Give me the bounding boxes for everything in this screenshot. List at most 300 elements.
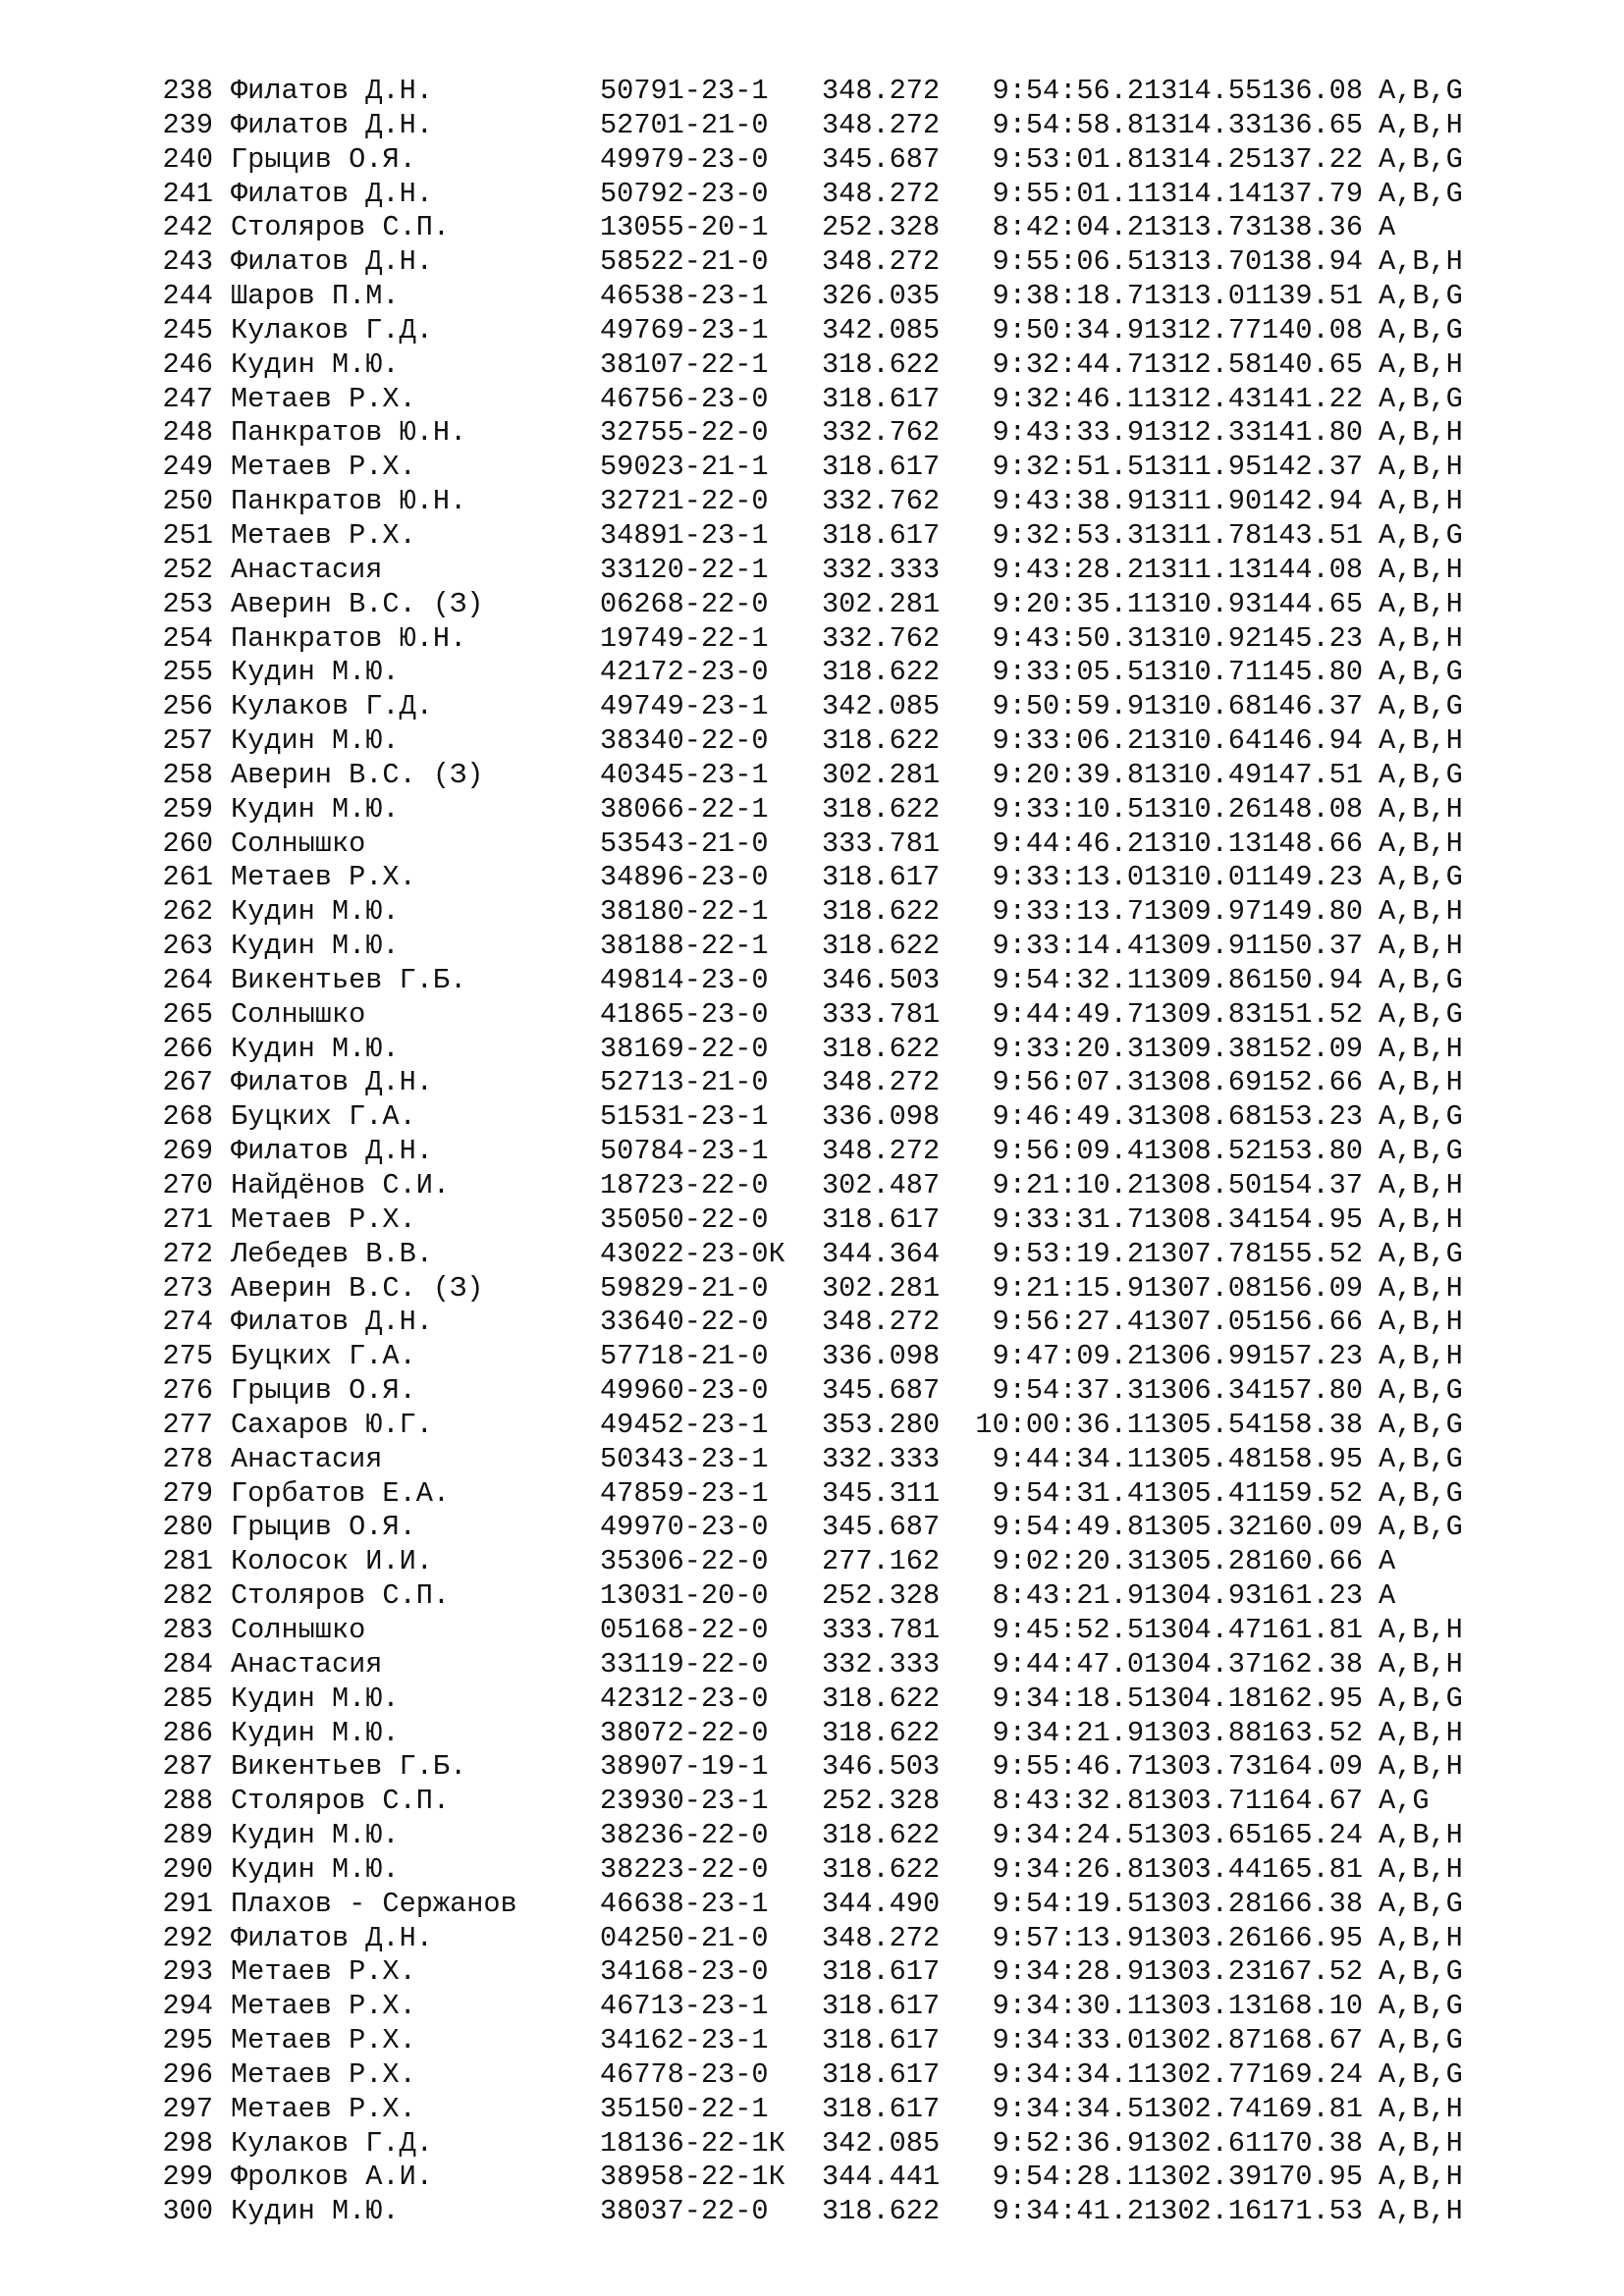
- speed-cell: 1307.78: [1144, 1237, 1263, 1270]
- distance-cell: 345.687: [822, 142, 941, 176]
- groups-cell: A,B,G: [1379, 177, 1463, 210]
- groups-cell: A,B,G: [1379, 656, 1463, 689]
- coefficient-cell: 152.66: [1262, 1066, 1363, 1099]
- ring-number-cell: 34896-23-0: [600, 861, 769, 894]
- arrival-time-cell: 9:34:41.2: [992, 2195, 1144, 2228]
- place-cell: 246: [162, 347, 213, 381]
- groups-cell: A,B,G: [1379, 690, 1463, 723]
- arrival-time-cell: 9:50:34.9: [992, 313, 1144, 347]
- groups-cell: A,B,G: [1379, 1374, 1463, 1408]
- table-row: [145, 75, 1559, 109]
- distance-cell: 342.085: [822, 2126, 941, 2160]
- table-row: [145, 1135, 1559, 1169]
- table-row: [145, 930, 1559, 964]
- arrival-time-cell: 9:34:34.1: [992, 2057, 1144, 2091]
- table-row: [145, 1922, 1559, 1956]
- groups-cell: A,B,H: [1379, 1066, 1463, 1099]
- coefficient-cell: 136.08: [1262, 75, 1363, 107]
- coefficient-cell: 162.38: [1262, 1647, 1363, 1681]
- distance-cell: 302.487: [822, 1169, 941, 1201]
- groups-cell: A,B,H: [1379, 930, 1463, 963]
- groups-cell: A,B,H: [1379, 2161, 1463, 2194]
- ring-number-cell: 49769-23-1: [600, 313, 769, 347]
- coefficient-cell: 149.23: [1262, 861, 1363, 894]
- place-cell: 263: [162, 930, 213, 963]
- distance-cell: 342.085: [822, 313, 941, 347]
- groups-cell: A,B,G: [1379, 963, 1463, 996]
- speed-cell: 1307.08: [1144, 1271, 1263, 1305]
- place-cell: 291: [162, 1887, 213, 1920]
- groups-cell: A: [1379, 1545, 1396, 1578]
- table-row: [145, 1579, 1559, 1614]
- speed-cell: 1304.47: [1144, 1613, 1263, 1646]
- ring-number-cell: 50792-23-0: [600, 177, 769, 210]
- coefficient-cell: 148.66: [1262, 827, 1363, 860]
- groups-cell: A,B,G: [1379, 1955, 1463, 1989]
- fancier-name-cell: Филатов Д.Н.: [231, 1921, 433, 1954]
- speed-cell: 1312.77: [1144, 313, 1263, 347]
- arrival-time-cell: 9:46:49.3: [992, 1100, 1144, 1134]
- ring-number-cell: 46713-23-1: [600, 1990, 769, 2023]
- place-cell: 284: [162, 1647, 213, 1681]
- place-cell: 278: [162, 1442, 213, 1475]
- distance-cell: 318.617: [822, 518, 941, 552]
- arrival-time-cell: 9:54:58.8: [992, 108, 1144, 141]
- speed-cell: 1308.50: [1144, 1169, 1263, 1201]
- place-cell: 289: [162, 1819, 213, 1852]
- speed-cell: 1314.14: [1144, 177, 1263, 210]
- fancier-name-cell: Метаев Р.Х.: [231, 2057, 416, 2091]
- speed-cell: 1314.55: [1144, 75, 1263, 107]
- groups-cell: A,B,H: [1379, 792, 1463, 826]
- place-cell: 277: [162, 1408, 213, 1441]
- arrival-time-cell: 9:33:05.5: [992, 656, 1144, 689]
- coefficient-cell: 160.66: [1262, 1545, 1363, 1578]
- table-row: [145, 656, 1559, 690]
- coefficient-cell: 156.09: [1262, 1271, 1363, 1305]
- fancier-name-cell: Филатов Д.Н.: [231, 75, 433, 107]
- place-cell: 253: [162, 587, 213, 620]
- distance-cell: 302.281: [822, 587, 941, 620]
- distance-cell: 318.622: [822, 1682, 941, 1715]
- arrival-time-cell: 9:56:09.4: [992, 1135, 1144, 1168]
- coefficient-cell: 168.67: [1262, 2024, 1363, 2057]
- distance-cell: 318.622: [822, 2195, 941, 2228]
- place-cell: 266: [162, 1032, 213, 1065]
- coefficient-cell: 153.80: [1262, 1135, 1363, 1168]
- place-cell: 268: [162, 1100, 213, 1134]
- distance-cell: 344.490: [822, 1887, 941, 1920]
- arrival-time-cell: 9:54:49.8: [992, 1511, 1144, 1544]
- table-row: [145, 1717, 1559, 1751]
- fancier-name-cell: Метаев Р.Х.: [231, 1955, 416, 1989]
- coefficient-cell: 138.94: [1262, 245, 1363, 279]
- arrival-time-cell: 9:57:13.9: [992, 1921, 1144, 1954]
- place-cell: 250: [162, 485, 213, 518]
- place-cell: 288: [162, 1785, 213, 1818]
- arrival-time-cell: 9:43:28.2: [992, 553, 1144, 586]
- fancier-name-cell: Столяров С.П.: [231, 1579, 451, 1613]
- distance-cell: 318.617: [822, 2092, 941, 2125]
- speed-cell: 1302.16: [1144, 2195, 1263, 2228]
- coefficient-cell: 168.10: [1262, 1990, 1363, 2023]
- groups-cell: A,B,H: [1379, 1271, 1463, 1305]
- distance-cell: 318.622: [822, 895, 941, 929]
- distance-cell: 353.280: [822, 1408, 941, 1441]
- arrival-time-cell: 9:44:46.2: [992, 827, 1144, 860]
- ring-number-cell: 38066-22-1: [600, 792, 769, 826]
- fancier-name-cell: Филатов Д.Н.: [231, 1306, 433, 1339]
- fancier-name-cell: Метаев Р.Х.: [231, 2024, 416, 2057]
- speed-cell: 1312.43: [1144, 382, 1263, 415]
- speed-cell: 1306.34: [1144, 1374, 1263, 1408]
- fancier-name-cell: Викентьев Г.Б.: [231, 963, 467, 996]
- distance-cell: 318.622: [822, 1032, 941, 1065]
- coefficient-cell: 154.37: [1262, 1169, 1363, 1201]
- place-cell: 249: [162, 451, 213, 484]
- arrival-time-cell: 9:32:53.3: [992, 518, 1144, 552]
- groups-cell: A,B,H: [1379, 347, 1463, 381]
- distance-cell: 318.622: [822, 792, 941, 826]
- distance-cell: 332.762: [822, 485, 941, 518]
- fancier-name-cell: Филатов Д.Н.: [231, 245, 433, 279]
- place-cell: 296: [162, 2057, 213, 2091]
- speed-cell: 1308.69: [1144, 1066, 1263, 1099]
- ring-number-cell: 34162-23-1: [600, 2024, 769, 2057]
- ring-number-cell: 49960-23-0: [600, 1374, 769, 1408]
- speed-cell: 1308.68: [1144, 1100, 1263, 1134]
- coefficient-cell: 166.95: [1262, 1921, 1363, 1954]
- speed-cell: 1311.78: [1144, 518, 1263, 552]
- groups-cell: A,B,H: [1379, 587, 1463, 620]
- fancier-name-cell: Анастасия: [231, 1647, 383, 1681]
- place-cell: 270: [162, 1169, 213, 1201]
- coefficient-cell: 139.51: [1262, 280, 1363, 313]
- place-cell: 279: [162, 1476, 213, 1510]
- coefficient-cell: 158.95: [1262, 1442, 1363, 1475]
- place-cell: 251: [162, 518, 213, 552]
- ring-number-cell: 50343-23-1: [600, 1442, 769, 1475]
- place-cell: 299: [162, 2161, 213, 2194]
- arrival-time-cell: 9:21:10.2: [992, 1169, 1144, 1201]
- ring-number-cell: 34891-23-1: [600, 518, 769, 552]
- place-cell: 275: [162, 1340, 213, 1373]
- distance-cell: 318.617: [822, 1990, 941, 2023]
- place-cell: 259: [162, 792, 213, 826]
- coefficient-cell: 143.51: [1262, 518, 1363, 552]
- fancier-name-cell: Найдёнов С.И.: [231, 1169, 451, 1201]
- distance-cell: 344.364: [822, 1237, 941, 1270]
- ring-number-cell: 33120-22-1: [600, 553, 769, 586]
- table-row: [145, 109, 1559, 143]
- speed-cell: 1310.26: [1144, 792, 1263, 826]
- distance-cell: 318.617: [822, 861, 941, 894]
- arrival-time-cell: 9:44:34.1: [992, 1442, 1144, 1475]
- fancier-name-cell: Кудин М.Ю.: [231, 347, 400, 381]
- table-row: [145, 895, 1559, 930]
- arrival-time-cell: 9:34:33.0: [992, 2024, 1144, 2057]
- fancier-name-cell: Кудин М.Ю.: [231, 2195, 400, 2228]
- table-row: [145, 998, 1559, 1033]
- fancier-name-cell: Филатов Д.Н.: [231, 1135, 433, 1168]
- distance-cell: 348.272: [822, 1066, 941, 1099]
- table-row: [145, 793, 1559, 828]
- place-cell: 248: [162, 416, 213, 450]
- arrival-time-cell: 9:34:34.5: [992, 2092, 1144, 2125]
- coefficient-cell: 140.65: [1262, 347, 1363, 381]
- place-cell: 292: [162, 1921, 213, 1954]
- coefficient-cell: 155.52: [1262, 1237, 1363, 1270]
- fancier-name-cell: Кудин М.Ю.: [231, 724, 400, 758]
- groups-cell: A,B,G: [1379, 1511, 1463, 1544]
- table-row: [145, 690, 1559, 724]
- place-cell: 256: [162, 690, 213, 723]
- table-row: [145, 383, 1559, 417]
- arrival-time-cell: 9:54:31.4: [992, 1476, 1144, 1510]
- place-cell: 252: [162, 553, 213, 586]
- place-cell: 267: [162, 1066, 213, 1099]
- coefficient-cell: 144.65: [1262, 587, 1363, 620]
- groups-cell: A,B,H: [1379, 621, 1463, 655]
- coefficient-cell: 165.81: [1262, 1852, 1363, 1886]
- fancier-name-cell: Аверин В.С. (З): [231, 587, 484, 620]
- distance-cell: 318.617: [822, 2024, 941, 2057]
- groups-cell: A,B,H: [1379, 1340, 1463, 1373]
- coefficient-cell: 163.52: [1262, 1716, 1363, 1749]
- table-row: [145, 143, 1559, 178]
- groups-cell: A,B,G: [1379, 1100, 1463, 1134]
- coefficient-cell: 170.38: [1262, 2126, 1363, 2160]
- table-row: [145, 280, 1559, 314]
- distance-cell: 346.503: [822, 1750, 941, 1784]
- ring-number-cell: 51531-23-1: [600, 1100, 769, 1134]
- speed-cell: 1309.83: [1144, 997, 1263, 1031]
- speed-cell: 1304.93: [1144, 1579, 1263, 1613]
- table-row: [145, 759, 1559, 793]
- groups-cell: A,B,H: [1379, 1852, 1463, 1886]
- place-cell: 240: [162, 142, 213, 176]
- arrival-time-cell: 9:33:13.0: [992, 861, 1144, 894]
- distance-cell: 332.333: [822, 553, 941, 586]
- ring-number-cell: 19749-22-1: [600, 621, 769, 655]
- groups-cell: A,B,H: [1379, 827, 1463, 860]
- arrival-time-cell: 8:42:04.2: [992, 211, 1144, 244]
- place-cell: 244: [162, 280, 213, 313]
- fancier-name-cell: Буцких Г.А.: [231, 1100, 416, 1134]
- fancier-name-cell: Аверин В.С. (З): [231, 1271, 484, 1305]
- arrival-time-cell: 9:34:26.8: [992, 1852, 1144, 1886]
- coefficient-cell: 142.37: [1262, 451, 1363, 484]
- coefficient-cell: 167.52: [1262, 1955, 1363, 1989]
- groups-cell: A,B,H: [1379, 1032, 1463, 1065]
- table-row: [145, 485, 1559, 519]
- groups-cell: A: [1379, 211, 1396, 244]
- distance-cell: 318.617: [822, 382, 941, 415]
- speed-cell: 1305.32: [1144, 1511, 1263, 1544]
- speed-cell: 1303.71: [1144, 1785, 1263, 1818]
- speed-cell: 1311.95: [1144, 451, 1263, 484]
- fancier-name-cell: Плахов - Сержанов: [231, 1887, 517, 1920]
- table-row: [145, 2127, 1559, 2162]
- ring-number-cell: 40345-23-1: [600, 758, 769, 791]
- table-row: [145, 964, 1559, 998]
- table-row: [145, 1648, 1559, 1682]
- arrival-time-cell: 9:21:15.9: [992, 1271, 1144, 1305]
- table-row: [145, 1477, 1559, 1512]
- arrival-time-cell: 9:50:59.9: [992, 690, 1144, 723]
- table-row: [145, 211, 1559, 245]
- place-cell: 287: [162, 1750, 213, 1784]
- table-row: [145, 1443, 1559, 1477]
- table-row: [145, 1203, 1559, 1238]
- table-row: [145, 519, 1559, 554]
- distance-cell: 333.781: [822, 1613, 941, 1646]
- ring-number-cell: 35306-22-0: [600, 1545, 769, 1578]
- ring-number-cell: 38107-22-1: [600, 347, 769, 381]
- place-cell: 245: [162, 313, 213, 347]
- table-row: [145, 1374, 1559, 1409]
- table-row: [145, 416, 1559, 451]
- fancier-name-cell: Панкратов Ю.Н.: [231, 621, 467, 655]
- groups-cell: A,B,H: [1379, 1921, 1463, 1954]
- coefficient-cell: 146.94: [1262, 724, 1363, 758]
- place-cell: 264: [162, 963, 213, 996]
- table-row: [145, 2195, 1559, 2229]
- coefficient-cell: 149.80: [1262, 895, 1363, 929]
- speed-cell: 1311.13: [1144, 553, 1263, 586]
- ring-number-cell: 58522-21-0: [600, 245, 769, 279]
- ring-number-cell: 04250-21-0: [600, 1921, 769, 1954]
- arrival-time-cell: 9:33:31.7: [992, 1202, 1144, 1236]
- place-cell: 297: [162, 2092, 213, 2125]
- speed-cell: 1313.73: [1144, 211, 1263, 244]
- ring-number-cell: 59829-21-0: [600, 1271, 769, 1305]
- arrival-time-cell: 9:34:30.1: [992, 1990, 1144, 2023]
- ring-number-cell: 46778-23-0: [600, 2057, 769, 2091]
- arrival-time-cell: 9:20:39.8: [992, 758, 1144, 791]
- speed-cell: 1311.90: [1144, 485, 1263, 518]
- arrival-time-cell: 9:52:36.9: [992, 2126, 1144, 2160]
- arrival-time-cell: 9:33:14.4: [992, 930, 1144, 963]
- fancier-name-cell: Метаев Р.Х.: [231, 1990, 416, 2023]
- place-cell: 258: [162, 758, 213, 791]
- speed-cell: 1302.39: [1144, 2161, 1263, 2194]
- ring-number-cell: 47859-23-1: [600, 1476, 769, 1510]
- place-cell: 261: [162, 861, 213, 894]
- speed-cell: 1310.93: [1144, 587, 1263, 620]
- arrival-time-cell: 9:44:49.7: [992, 997, 1144, 1031]
- groups-cell: A,B,G: [1379, 313, 1463, 347]
- coefficient-cell: 156.66: [1262, 1306, 1363, 1339]
- groups-cell: A,B,H: [1379, 1306, 1463, 1339]
- distance-cell: 346.503: [822, 963, 941, 996]
- place-cell: 262: [162, 895, 213, 929]
- fancier-name-cell: Кудин М.Ю.: [231, 1032, 400, 1065]
- groups-cell: A,B,G: [1379, 2057, 1463, 2091]
- ring-number-cell: 18136-22-1К: [600, 2126, 785, 2160]
- fancier-name-cell: Кудин М.Ю.: [231, 1819, 400, 1852]
- arrival-time-cell: 9:54:32.1: [992, 963, 1144, 996]
- coefficient-cell: 169.24: [1262, 2057, 1363, 2091]
- distance-cell: 252.328: [822, 1579, 941, 1613]
- arrival-time-cell: 9:02:20.3: [992, 1545, 1144, 1578]
- table-row: [145, 724, 1559, 759]
- groups-cell: A,B,H: [1379, 895, 1463, 929]
- place-cell: 285: [162, 1682, 213, 1715]
- place-cell: 276: [162, 1374, 213, 1408]
- place-cell: 280: [162, 1511, 213, 1544]
- fancier-name-cell: Кудин М.Ю.: [231, 1682, 400, 1715]
- groups-cell: A: [1379, 1579, 1396, 1613]
- distance-cell: 345.687: [822, 1374, 941, 1408]
- coefficient-cell: 154.95: [1262, 1202, 1363, 1236]
- table-row: [145, 245, 1559, 280]
- ring-number-cell: 59023-21-1: [600, 451, 769, 484]
- speed-cell: 1310.92: [1144, 621, 1263, 655]
- arrival-time-cell: 9:44:47.0: [992, 1647, 1144, 1681]
- groups-cell: A,B,G: [1379, 1476, 1463, 1510]
- groups-cell: A,B,H: [1379, 724, 1463, 758]
- groups-cell: A,B,H: [1379, 1819, 1463, 1852]
- fancier-name-cell: Кудин М.Ю.: [231, 895, 400, 929]
- distance-cell: 336.098: [822, 1100, 941, 1134]
- coefficient-cell: 140.08: [1262, 313, 1363, 347]
- table-row: [145, 1100, 1559, 1135]
- ring-number-cell: 38958-22-1К: [600, 2161, 785, 2194]
- fancier-name-cell: Кудин М.Ю.: [231, 656, 400, 689]
- speed-cell: 1302.61: [1144, 2126, 1263, 2160]
- fancier-name-cell: Горбатов Е.А.: [231, 1476, 451, 1510]
- speed-cell: 1312.58: [1144, 347, 1263, 381]
- fancier-name-cell: Буцких Г.А.: [231, 1340, 416, 1373]
- place-cell: 298: [162, 2126, 213, 2160]
- fancier-name-cell: Столяров С.П.: [231, 211, 451, 244]
- coefficient-cell: 161.23: [1262, 1579, 1363, 1613]
- ring-number-cell: 33640-22-0: [600, 1306, 769, 1339]
- distance-cell: 318.622: [822, 347, 941, 381]
- arrival-time-cell: 9:20:35.1: [992, 587, 1144, 620]
- speed-cell: 1303.13: [1144, 1990, 1263, 2023]
- distance-cell: 333.781: [822, 827, 941, 860]
- arrival-time-cell: 9:54:19.5: [992, 1887, 1144, 1920]
- place-cell: 281: [162, 1545, 213, 1578]
- groups-cell: A,B,G: [1379, 758, 1463, 791]
- coefficient-cell: 148.08: [1262, 792, 1363, 826]
- groups-cell: A,B,G: [1379, 1237, 1463, 1270]
- arrival-time-cell: 8:43:21.9: [992, 1579, 1144, 1613]
- table-row: [145, 1990, 1559, 2024]
- distance-cell: 345.687: [822, 1511, 941, 1544]
- groups-cell: A,B,H: [1379, 1202, 1463, 1236]
- distance-cell: 332.762: [822, 621, 941, 655]
- distance-cell: 318.622: [822, 1819, 941, 1852]
- coefficient-cell: 160.09: [1262, 1511, 1363, 1544]
- fancier-name-cell: Метаев Р.Х.: [231, 451, 416, 484]
- ring-number-cell: 35150-22-1: [600, 2092, 769, 2125]
- ring-number-cell: 52701-21-0: [600, 108, 769, 141]
- distance-cell: 342.085: [822, 690, 941, 723]
- speed-cell: 1303.44: [1144, 1852, 1263, 1886]
- ring-number-cell: 13055-20-1: [600, 211, 769, 244]
- ring-number-cell: 46538-23-1: [600, 280, 769, 313]
- speed-cell: 1302.74: [1144, 2092, 1263, 2125]
- ring-number-cell: 32755-22-0: [600, 416, 769, 450]
- place-cell: 254: [162, 621, 213, 655]
- distance-cell: 318.622: [822, 1716, 941, 1749]
- table-row: [145, 1409, 1559, 1443]
- table-row: [145, 1066, 1559, 1100]
- distance-cell: 318.622: [822, 1852, 941, 1886]
